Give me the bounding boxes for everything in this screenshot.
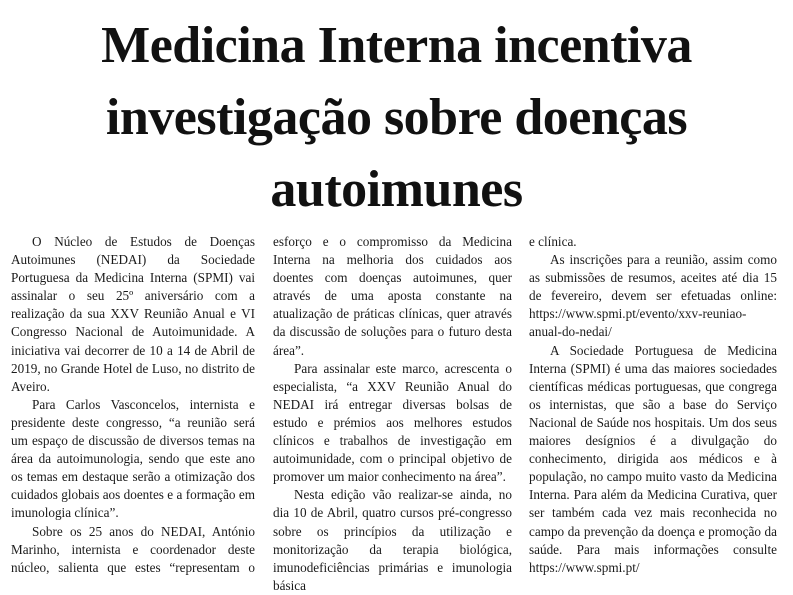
paragraph-intro: O Núcleo de Estudos de Doenças Autoimunes (NEDAI) da Sociedade Portuguesa da Medicina Interna (SPMI) vai assinalar o seu 25º aniversário com a realização da sua XXV Reunião Anual e VI Congresso Nacional de Autoimunidade. A iniciativa vai decorrer de 10 a 14 de Abril de 2019, no Grande Hotel de Luso, no distrito de Aveiro. [11, 234, 255, 394]
paragraph-antonio-marinho: Sobre os 25 anos do NEDAI, António Marinho, internista e coordenador deste núcleo, salienta que estes “representam o [11, 523, 255, 575]
headline-line-2: investigação sobre doenças [105, 89, 688, 146]
headline-line-3: autoimunes [270, 161, 523, 218]
paragraph-spmi-about: A Sociedade Portuguesa de Medicina Interna (SPMI) é uma das maiores sociedades científicas médicas portuguesas, que congrega os internistas, que são a base do Serviço Nacional de Saúde nos hospitais. Um dos seus maiores desígnios é a divulgação do conhecimento, dirigida aos médicos e à população, no campo muito vasto da Medicina Interna. Para além da Medicina Curativa, quer ser também cada vez mais reconhecida no campo da prevenção da doença e promoção da saúde. Para mais informações consulte https://www.spmi.pt/ [529, 342, 777, 575]
paragraph-registrations: As inscrições para a reunião, assim como as submissões de resumos, aceites até dia 15 de fevereiro, devem ser efetuadas online: https://www.spmi.pt/evento/xxv-reuniao-anual-do-nedai/ [529, 252, 777, 340]
paragraph-continuation: esforço e o compromisso da Medicina Interna na melhoria dos cuidados aos doentes com doenças autoimunes, quer através de uma aposta constante na atualização de práticas clínicas, quer através da discussão de soluções para o futuro desta área”. [273, 234, 512, 358]
article-column-3 [529, 233, 777, 577]
paragraph-carlos-vasconcelos: Para Carlos Vasconcelos, internista e presidente deste congresso, “a reunião será um espaço de discussão de diversos temas na área da autoimunologia, sendo que este ano os temas em destaque serão a otimização dos cuidados globais aos doentes e a formação em imunologia clínica”. [11, 396, 255, 521]
paragraph-pre-congress-courses: Nesta edição vão realizar-se ainda, no dia 10 de Abril, quatro cursos pré-congresso sobre os princípios da utilização e monitorização da terapia biológica, imunodeficiências primárias e imunologia básica [273, 487, 512, 593]
article-column-1 [11, 233, 255, 577]
headline-line-1: Medicina Interna incentiva [101, 17, 692, 74]
article-headline [0, 10, 793, 226]
paragraph-continuation-2: e clínica. [529, 234, 577, 249]
article-column-2 [273, 233, 512, 595]
paragraph-anniversary-awards: Para assinalar este marco, acrescenta o especialista, “a XXV Reunião Anual do NEDAI irá entregar diversas bolsas de estudo e prémios aos melhores estudos clínicos e trabalhos de investigação em autoimunidade, com o principal objetivo de promover um maior conhecimento na área”. [273, 360, 512, 485]
